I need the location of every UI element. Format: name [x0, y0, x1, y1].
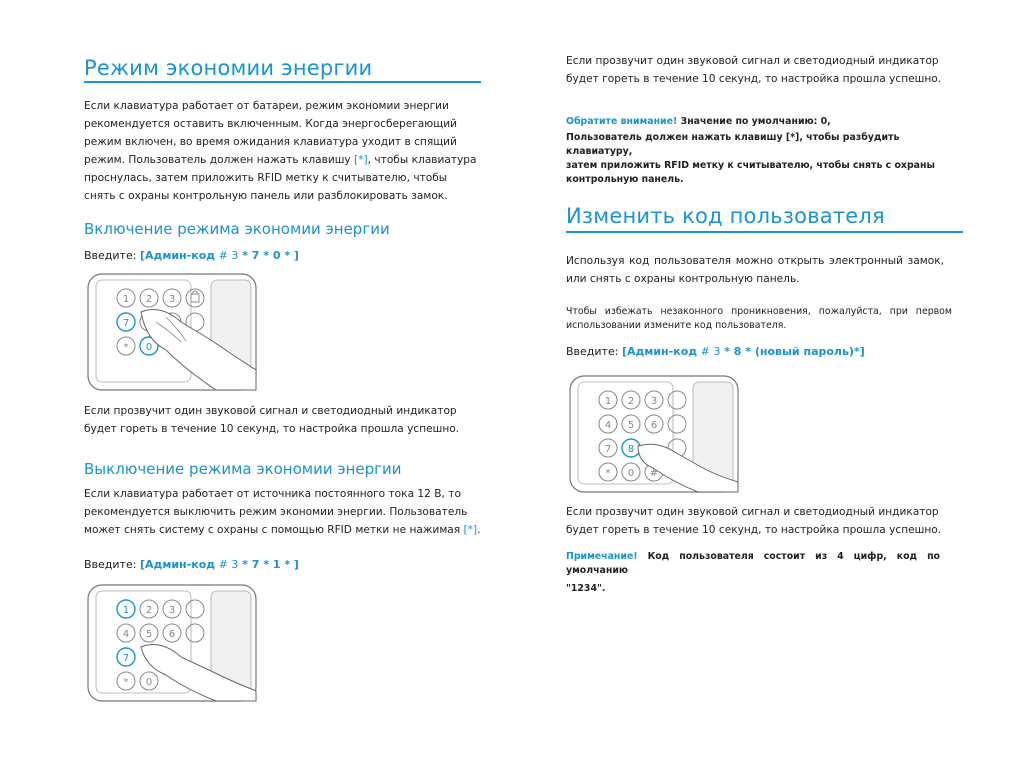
keypad-key: 7 [122, 318, 130, 329]
text-line: будет гореть в течение 10 секунд, то настройка прошла успешно. [566, 524, 942, 536]
text-line: может снять систему с охраны с помощью RFID метки не нажимая [*]. [84, 524, 481, 536]
keypad-key: * [605, 468, 611, 479]
disable-paragraph [84, 485, 484, 539]
text-line: Примечание! Код пользователя состоит из 4 цифр, код по умолчанию [566, 551, 940, 576]
text-line: или снять с охраны контрольную панель. [566, 273, 800, 285]
text-line: режим включен, во время ожидания клавиатура уходит в спящий [84, 136, 457, 148]
keypad-key: 0 [145, 342, 153, 353]
change-code-warning [566, 305, 952, 333]
disable-command: Введите: [Админ-код # 3 * 7 * 1 * ] [84, 558, 299, 571]
keypad-key: 7 [122, 653, 130, 664]
keypad-key: 5 [145, 629, 153, 640]
change-code-confirm [566, 503, 966, 539]
text-line: Чтобы избежать незаконного проникновения, пожалуйста, при первом [566, 306, 952, 317]
change-code-footnote [566, 550, 940, 596]
keypad-key: 1 [604, 396, 612, 407]
change-code-intro [566, 252, 944, 288]
keypad-key: 5 [627, 420, 635, 431]
text-line: снять с охраны контрольную панель или разблокировать замок. [84, 190, 448, 202]
text-line: Обратите внимание! Значение по умолчанию: 0, [566, 116, 831, 127]
text-line: Пользователь должен нажать клавишу [*], чтобы разбудить клавиатуру, [566, 132, 900, 157]
keypad-key: 3 [650, 396, 658, 407]
keypad-key: * [123, 677, 129, 688]
top-confirm-paragraph [566, 52, 966, 88]
text-line: Если прозвучит один звуковой сигнал и светодиодный индикатор [84, 405, 457, 417]
text-line: Если прозвучит один звуковой сигнал и светодиодный индикатор [566, 506, 939, 518]
keypad-key: 2 [145, 605, 153, 616]
section-title-power-saving: Режим экономии энергии [84, 56, 373, 80]
keypad-key: 2 [145, 294, 153, 305]
subtitle-enable: Включение режима экономии энергии [84, 220, 390, 238]
text-line: затем приложить RFID метку к считывателю, чтобы снять с охраны [566, 160, 935, 171]
star-key-ref: [*] [463, 524, 478, 536]
power-saving-paragraph [84, 97, 484, 205]
attention-note [566, 115, 961, 187]
keypad-key: 0 [145, 677, 153, 688]
subtitle-disable: Выключение режима экономии энергии [84, 460, 402, 478]
text-line: будет гореть в течение 10 секунд, то настройка прошла успешно. [566, 73, 942, 85]
text-line: Если прозвучит один звуковой сигнал и светодиодный индикатор [566, 55, 939, 67]
keypad-illustration-change-code [568, 374, 748, 494]
keypad-key: 4 [604, 420, 612, 431]
text-line: рекомендуется выключить режим экономии энергии. Пользователь [84, 506, 468, 518]
keypad-key: 4 [122, 629, 130, 640]
enable-confirm-paragraph [84, 402, 484, 438]
keypad-illustration-enable [86, 272, 266, 392]
text-line: рекомендуется оставить включенным. Когда энергосберегающий [84, 118, 457, 130]
title-underline [84, 81, 481, 83]
text-line: проснулась, затем приложить RFID метку к считывателю, чтобы [84, 172, 448, 184]
keypad-illustration-disable [86, 583, 266, 703]
keypad-key: 6 [650, 420, 658, 431]
keypad-key: 2 [627, 396, 635, 407]
enable-command: Введите: [Админ-код # 3 * 7 * 0 * ] [84, 249, 299, 262]
keypad-key: 7 [604, 444, 612, 455]
keypad-key: 0 [627, 468, 635, 479]
text-line: Если клавиатура работает от батареи, режим экономии энергии [84, 100, 449, 112]
keypad-key: 1 [122, 605, 130, 616]
keypad-key: 6 [168, 629, 176, 640]
keypad-key: # [649, 468, 659, 479]
title-underline [566, 231, 963, 233]
text-line: будет гореть в течение 10 секунд, то настройка прошла успешно. [84, 423, 460, 435]
text-line: контрольную панель. [566, 174, 684, 185]
text-line: использовании измените код пользователя. [566, 320, 787, 331]
keypad-key: 3 [168, 294, 176, 305]
keypad-key: 8 [627, 444, 635, 455]
text-line: "1234". [566, 583, 606, 594]
text-line: Если клавиатура работает от источника постоянного тока 12 В, то [84, 488, 461, 500]
keypad-key: 1 [122, 294, 130, 305]
text-line: режим. Пользователь должен нажать клавишу [*], чтобы клавиатура [84, 154, 477, 166]
section-title-change-code: Изменить код пользователя [566, 204, 885, 228]
attention-label: Обратите внимание! [566, 116, 678, 127]
keypad-key: 3 [168, 605, 176, 616]
keypad-key: * [123, 342, 129, 353]
text-line: Используя код пользователя можно открыть электронный замок, [566, 255, 944, 267]
change-code-command: Введите: [Админ-код # 3 * 8 * (новый пароль)*] [566, 345, 865, 358]
lock-icon [191, 291, 199, 302]
star-key-ref: [*] [354, 154, 368, 166]
note-label: Примечание! [566, 551, 638, 562]
